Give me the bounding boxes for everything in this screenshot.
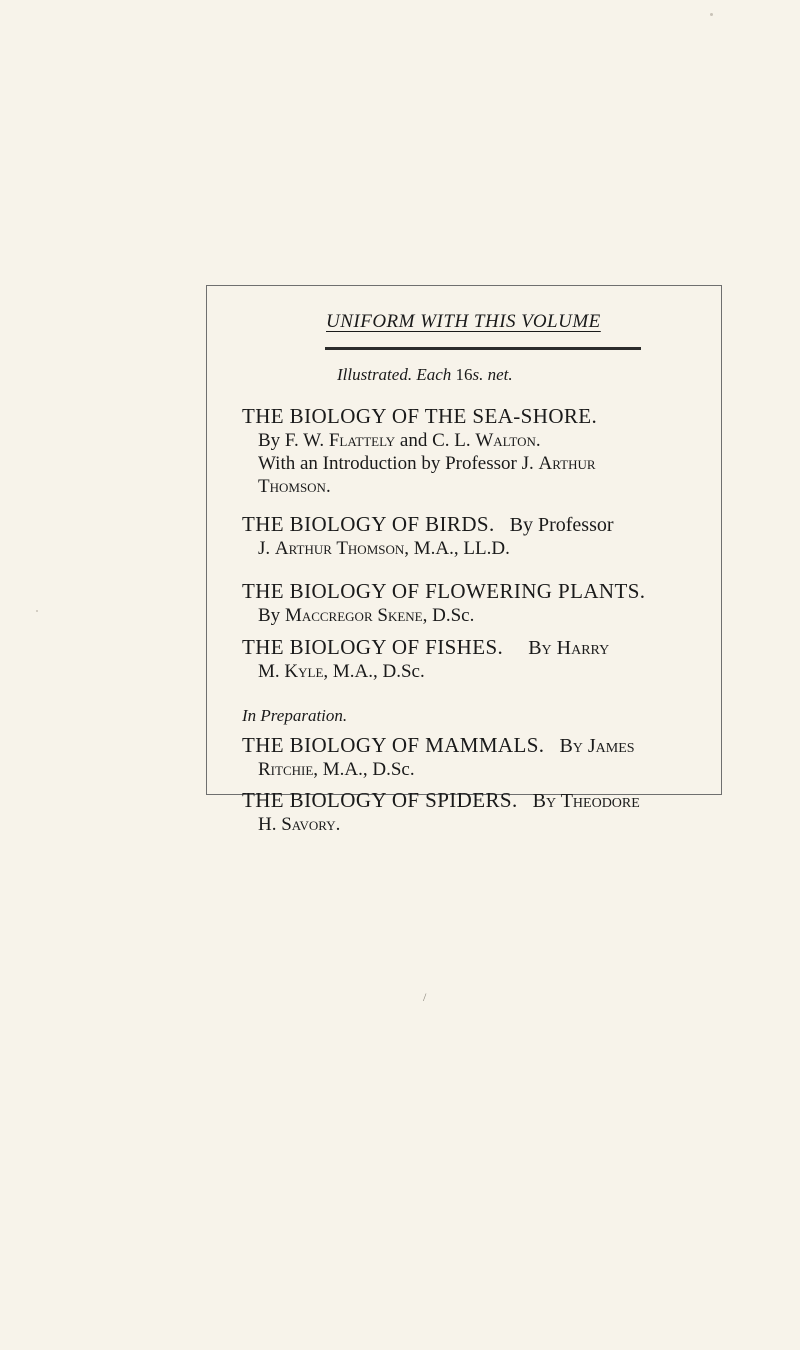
book-author-line: H. Savory. [258,814,341,835]
price-amount: 16 [455,365,473,384]
book-title: THE BIOLOGY OF FISHES. [242,635,504,659]
book-author-first: By Theodore [532,790,640,812]
book-author-line: By Maccregor Skene, D.Sc. [258,605,475,626]
book-entry-birds [242,513,712,560]
book-entry-mammals [242,734,712,781]
book-title: THE BIOLOGY OF MAMMALS. [242,733,545,757]
book-author-prefix [500,514,510,536]
book-entry-fishes [242,636,712,683]
book-author-prefix [523,790,533,812]
paper-speck [710,13,713,16]
in-preparation-label: In Preparation. [242,706,348,725]
book-entry-spiders [242,789,712,836]
print-mark: / [423,990,427,1004]
book-entry-flowering-plants [242,580,712,627]
book-intro-line-cont: Thomson. [258,476,331,497]
book-intro-line: With an Introduction by Professor J. Arthur [258,453,596,474]
book-author-first: By Professor [509,514,614,536]
book-title: THE BIOLOGY OF FLOWERING PLANTS. [242,579,646,603]
book-title: THE BIOLOGY OF SPIDERS. [242,788,518,812]
book-author-line: M. Kyle, M.A., D.Sc. [258,661,425,682]
book-author-line: Ritchie, M.A., D.Sc. [258,759,415,780]
book-entry-sea-shore [242,405,712,498]
price-prefix: Illustrated. Each [337,365,456,384]
book-author-prefix [549,735,559,757]
book-author-line: J. Arthur Thomson, M.A., LL.D. [258,538,510,559]
heading-rule [325,347,641,350]
book-author-prefix [508,637,528,659]
price-line [337,365,513,385]
book-author-first: By Harry [528,637,610,659]
book-title: THE BIOLOGY OF BIRDS. [242,512,495,536]
book-title: THE BIOLOGY OF THE SEA-SHORE. [242,404,598,428]
book-author-first: By James [559,735,635,757]
series-heading: UNIFORM WITH THIS VOLUME [326,311,601,332]
book-author-line: By F. W. Flattely and C. L. Walton. [258,430,541,451]
price-suffix: s. net. [472,365,513,384]
paper-speck [36,610,38,612]
